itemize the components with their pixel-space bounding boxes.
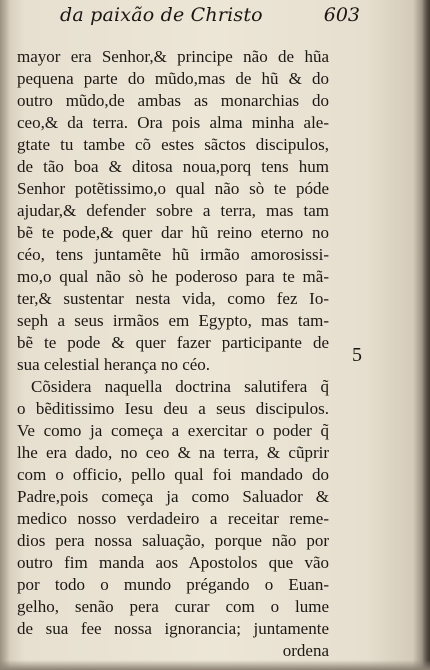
text-line: Ve como ja começa a exercitar o poder q̃ [17,421,329,440]
text-line: Cõsidera naquella doctrina salutifera q̃ [31,377,329,396]
text-line: dios pera nossa saluação, porque não por [17,531,329,550]
bottom-edge-shadow [0,660,430,670]
text-line: mayor era Senhor,& principe não de hũa [17,47,329,66]
body-text [17,46,329,662]
text-line: gelho, senão pera curar com o lume [17,597,329,616]
text-line: gtate tu tambe cõ estes sãctos discipulos, [17,135,329,154]
text-line: outro fim manda aos Apostolos que vão [17,553,329,572]
text-line: sua celestial herança no céo. [17,355,211,374]
text-line: lhe era dado, no ceo & na terra, & cũprir [17,443,329,462]
gutter-shadow [0,0,10,670]
catchword: ordena [282,641,329,660]
text-line: ter,& sustentar nesta vida, como fez Io- [17,289,329,308]
text-line: ceo,& da terra. Ora pois alma minha ale- [17,113,329,132]
text-line: ajudar,& defender sobre a terra, mas tam [17,201,329,220]
text-line: por todo o mundo prégando o Euan- [17,575,329,594]
text-line: outro mũdo,de ambas as monarchias do [17,91,329,110]
text-line: mo,o qual não sò he poderoso para te mã- [17,267,329,286]
page-edge-shadow [422,0,430,670]
running-head: da paixão de Christo [60,4,263,26]
text-line: medico nosso verdadeiro a receitar reme- [17,509,329,528]
text-line: Padre,pois começa ja como Saluador & [17,487,329,506]
text-line: bẽ te pode,& quer dar hũ reino eterno no [17,223,329,242]
text-line: de tão boa & ditosa noua,porq tens hum [17,157,329,176]
text-line: com o officio, pello qual foi mandado do [17,465,329,484]
folio-number: 603 [323,4,360,26]
text-line: seph a seus irmãos em Egypto, mas tam- [17,311,329,330]
text-line: de sua fee nossa ignorancia; juntamente [17,619,329,638]
text-line: o bẽditissimo Iesu deu a seus discipulos. [17,399,329,418]
text-line: bẽ te pode & quer fazer participante de [17,333,329,352]
text-line: céo, tens juntamẽte hũ irmão amorosissi- [17,245,329,264]
page-header [60,4,360,34]
margin-note: 5 [352,344,362,366]
text-line: pequena parte do mũdo,mas de hũ & do [17,69,329,88]
text-line: Senhor potẽtissimo,o qual não sò te póde [17,179,329,198]
